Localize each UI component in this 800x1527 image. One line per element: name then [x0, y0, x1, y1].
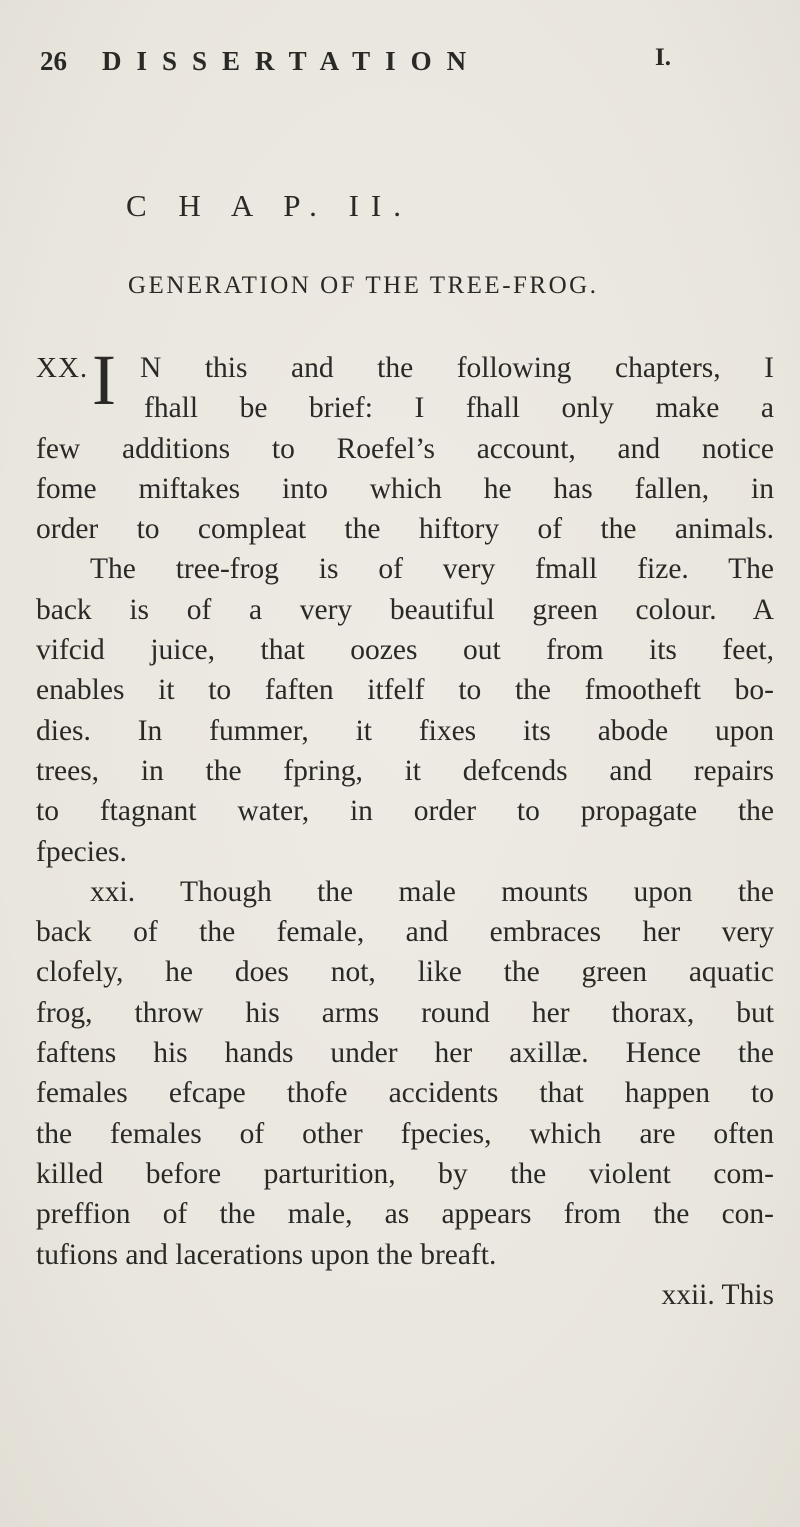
text-line: clofely, he does not, like the green aquatic: [36, 956, 774, 989]
text-line: enables it to faften itfelf to the fmootheft bo-: [36, 674, 774, 707]
text-line: tufions and lacerations upon the breaft.: [36, 1238, 497, 1271]
section-xx: [36, 340, 774, 872]
text-line: preffion of the male, as appears from the con-: [36, 1198, 774, 1231]
text-line: females efcape thofe accidents that happen to: [36, 1077, 774, 1110]
text-line: order to compleat the hiftory of the animals.: [36, 513, 774, 546]
text-line: fpecies.: [36, 835, 127, 868]
text-line: xxi. Though the male mounts upon the: [90, 875, 774, 908]
text-line: vifcid juice, that oozes out from its feet,: [36, 634, 774, 667]
text-line: N this and the following chapters, I: [140, 352, 774, 384]
text-line: back is of a very beautiful green colour. A: [36, 593, 774, 626]
running-title: DISSERTATION: [102, 46, 482, 76]
section-xxi: [36, 872, 774, 1275]
text-line: few additions to Roefel’s account, and notice: [36, 432, 774, 465]
running-head: [40, 46, 780, 86]
text-line: trees, in the fpring, it defcends and repairs: [36, 754, 774, 787]
catchword: xxii. This: [661, 1278, 774, 1311]
chapter-heading: C H A P. II.: [126, 188, 413, 223]
text-line: fhall be brief: I fhall only make a: [144, 392, 774, 425]
text-line: dies. In fummer, it fixes its abode upon: [36, 714, 774, 747]
body-text: [36, 340, 774, 1315]
text-line: back of the female, and embraces her very: [36, 916, 774, 949]
text-line: fome miftakes into which he has fallen, in: [36, 472, 774, 505]
page-number: 26: [40, 46, 67, 76]
section-number: XX.: [36, 352, 89, 384]
drop-cap: I: [92, 340, 116, 420]
text-line: frog, throw his arms round her thorax, but: [36, 996, 774, 1029]
text-line: to ftagnant water, in order to propagate the: [36, 795, 774, 828]
text-line: the females of other fpecies, which are often: [36, 1117, 774, 1150]
text-line: killed before parturition, by the violent com-: [36, 1157, 774, 1190]
chapter-title: GENERATION OF THE TREE-FROG.: [128, 272, 599, 299]
running-part: I.: [655, 44, 671, 71]
text-line: The tree-frog is of very fmall fize. The: [90, 553, 774, 586]
text-line: faftens his hands under her axillæ. Hence the: [36, 1037, 774, 1070]
